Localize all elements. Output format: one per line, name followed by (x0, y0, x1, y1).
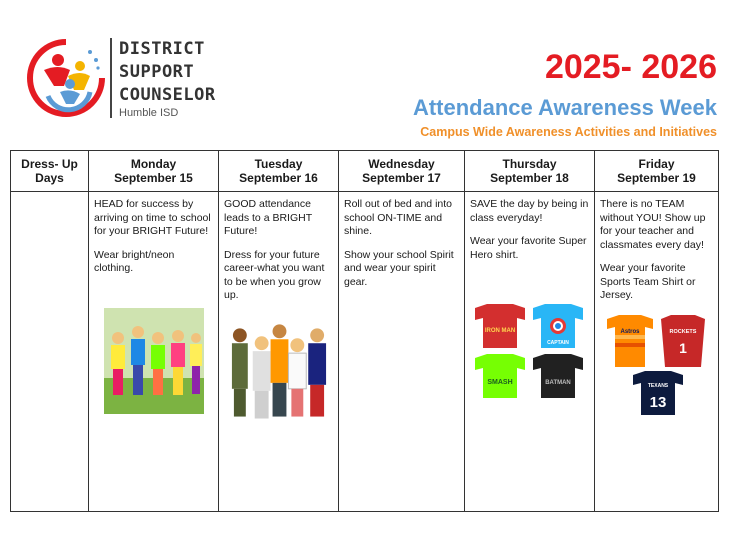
empty-label-cell (11, 192, 89, 512)
logo-divider (110, 38, 112, 118)
iron-man-shirt-text: IRON MAN (484, 328, 515, 334)
texans-jersey-number: 13 (649, 393, 666, 411)
page-header (0, 0, 750, 150)
wednesday-message: Roll out of bed and into school ON-TIME and shine. (344, 198, 452, 237)
day-header-tuesday (219, 151, 339, 192)
logo-line-3: COUNSELOR (119, 85, 216, 105)
tuesday-message: GOOD attendance leads to a BRIGHT Future! (224, 198, 312, 237)
day-header-thursday (465, 151, 595, 192)
day-name: Monday (130, 157, 177, 171)
astros-jersey-text: Astros (619, 328, 640, 335)
school-year-heading: 2025- 2026 (544, 48, 717, 86)
kids-in-career-costumes-image (224, 313, 333, 423)
page-subtitle: Campus Wide Awareness Activities and Initiatives (420, 125, 717, 139)
table-header-row (11, 151, 719, 192)
wednesday-dress-code: Show your school Spirit and wear your spirit gear. (344, 248, 454, 288)
day-name: Tuesday (254, 157, 303, 171)
thursday-dress-code: Wear your favorite Super Hero shirt. (470, 235, 587, 261)
thursday-cell (465, 192, 595, 512)
monday-dress-code: Wear bright/neon clothing. (94, 248, 175, 274)
corner-header-line-1: Dress- Up (21, 157, 78, 171)
rockets-jersey-number: 1 (678, 339, 687, 356)
captain-shirt-text: CAPTAIN (546, 340, 569, 346)
day-date: September 15 (114, 171, 193, 185)
kids-in-bright-clothes-image (104, 308, 204, 414)
day-name: Thursday (502, 157, 557, 171)
dress-up-schedule-table (10, 150, 719, 512)
corner-header-line-2: Days (35, 171, 64, 185)
superhero-shirts-image (471, 302, 589, 402)
monday-cell (89, 192, 219, 512)
day-header-monday (89, 151, 219, 192)
wednesday-cell (339, 192, 465, 512)
friday-dress-code: Wear your favorite Sports Team Shirt or Jersey. (600, 262, 696, 301)
logo-text (119, 38, 216, 119)
day-header-wednesday (339, 151, 465, 192)
texans-jersey-text: TEXANS (647, 382, 668, 389)
day-date: September 19 (617, 171, 696, 185)
tuesday-cell (219, 192, 339, 512)
day-date: September 16 (239, 171, 318, 185)
day-name: Wednesday (368, 157, 435, 171)
logo-line-2: SUPPORT (119, 62, 195, 82)
day-name: Friday (638, 157, 675, 171)
monday-message: HEAD for success by arriving on time to school for your BRIGHT Future! (94, 198, 211, 237)
logo-line-1: DISTRICT (119, 39, 205, 59)
smash-shirt-text: SMASH (486, 379, 513, 386)
sports-jerseys-image (605, 313, 709, 417)
friday-cell (595, 192, 719, 512)
page-title: Attendance Awareness Week (412, 95, 717, 120)
day-header-friday (595, 151, 719, 192)
batman-shirt-text: BATMAN (544, 380, 571, 386)
counselor-logo-icon (24, 36, 108, 120)
table-row (11, 192, 719, 512)
day-date: September 18 (490, 171, 569, 185)
friday-message: There is no TEAM without YOU! Show up for your teacher and classmates every day! (600, 198, 706, 251)
day-date: September 17 (362, 171, 441, 185)
thursday-message: SAVE the day by being in class everyday! (470, 198, 589, 224)
corner-header (11, 151, 89, 192)
tuesday-dress-code: Dress for your future career-what you want to be when you grow up. (224, 248, 325, 301)
rockets-jersey-text: ROCKETS (669, 328, 696, 335)
logo-subtitle: Humble ISD (119, 107, 179, 119)
